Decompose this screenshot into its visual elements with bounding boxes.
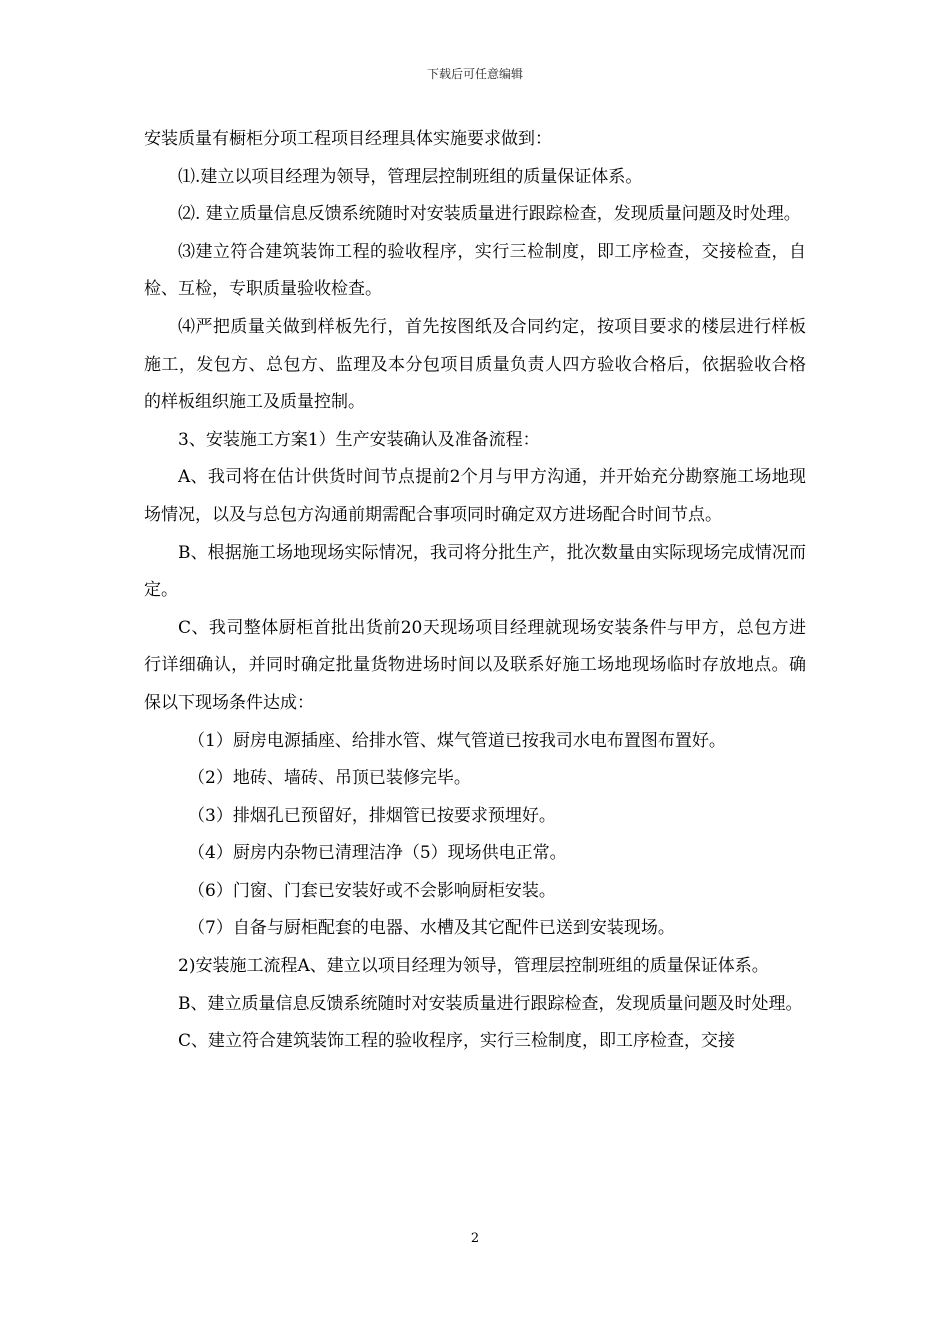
paragraph-flow-c: C、建立符合建筑装饰工程的验收程序，实行三检制度，即工序检查，交接: [178, 1031, 736, 1052]
condition-7: （7）自备与厨柜配套的电器、水槽及其它配件已送到安装现场。: [188, 918, 675, 939]
paragraph-item-3: ⑶建立符合建筑装饰工程的验收程序，实行三检制度，即工序检查，交接检查，自检、互检，专职质量验收检查。: [144, 241, 806, 300]
condition-6: （6）门窗、门套已安装好或不会影响厨柜安装。: [188, 880, 556, 901]
condition-3: （3）排烟孔已预留好，排烟管已按要求预埋好。: [188, 805, 556, 826]
page-header: 下载后可任意编辑: [426, 67, 523, 81]
condition-4-5: （4）厨房内杂物已清理洁净（5）现场供电正常。: [188, 843, 567, 864]
paragraph-b: B、根据施工场地现场实际情况，我司将分批生产，批次数量由实际现场完成情况而定。: [144, 542, 806, 601]
condition-1: （1）厨房电源插座、给排水管、煤气管道已按我司水电布置图布置好。: [188, 730, 726, 751]
paragraph-section-3: 3、安装施工方案1）生产安装确认及准备流程：: [178, 429, 540, 450]
paragraph-flow-a: 2)安装施工流程A、建立以项目经理为领导，管理层控制班组的质量保证体系。: [178, 956, 769, 977]
paragraph-item-2: ⑵. 建立质量信息反馈系统随时对安装质量进行跟踪检查，发现质量问题及时处理。: [178, 204, 801, 225]
condition-2: （2）地砖、墙砖、吊顶已装修完毕。: [188, 768, 471, 789]
document-body: [144, 121, 806, 1061]
paragraph-a: A、我司将在估计供货时间节点提前2个月与甲方沟通，并开始充分勘察施工场地现场情况，以及与总包方沟通前期需配合事项同时确定双方进场配合时间节点。: [144, 467, 806, 525]
paragraph-flow-b: B、建立质量信息反馈系统随时对安装质量进行跟踪检查，发现质量问题及时处理。: [178, 993, 803, 1014]
paragraph-item-1: ⑴.建立以项目经理为领导，管理层控制班组的质量保证体系。: [178, 166, 643, 187]
paragraph-c: C、我司整体厨柜首批出货前20天现场项目经理就现场安装条件与甲方，总包方进行详细确认，并同时确定批量货物进场时间以及联系好施工场地现场临时存放地点。确保以下现场条件达成：: [144, 617, 806, 713]
paragraph-item-4: ⑷严把质量关做到样板先行，首先按图纸及合同约定，按项目要求的楼层进行样板施工，发包方、总包方、监理及本分包项目质量负责人四方验收合格后，依据验收合格的样板组织施工及质量控制。: [144, 316, 806, 413]
page-number: 2: [470, 1231, 480, 1246]
paragraph-intro: 安装质量有橱柜分项工程项目经理具体实施要求做到：: [144, 129, 552, 149]
